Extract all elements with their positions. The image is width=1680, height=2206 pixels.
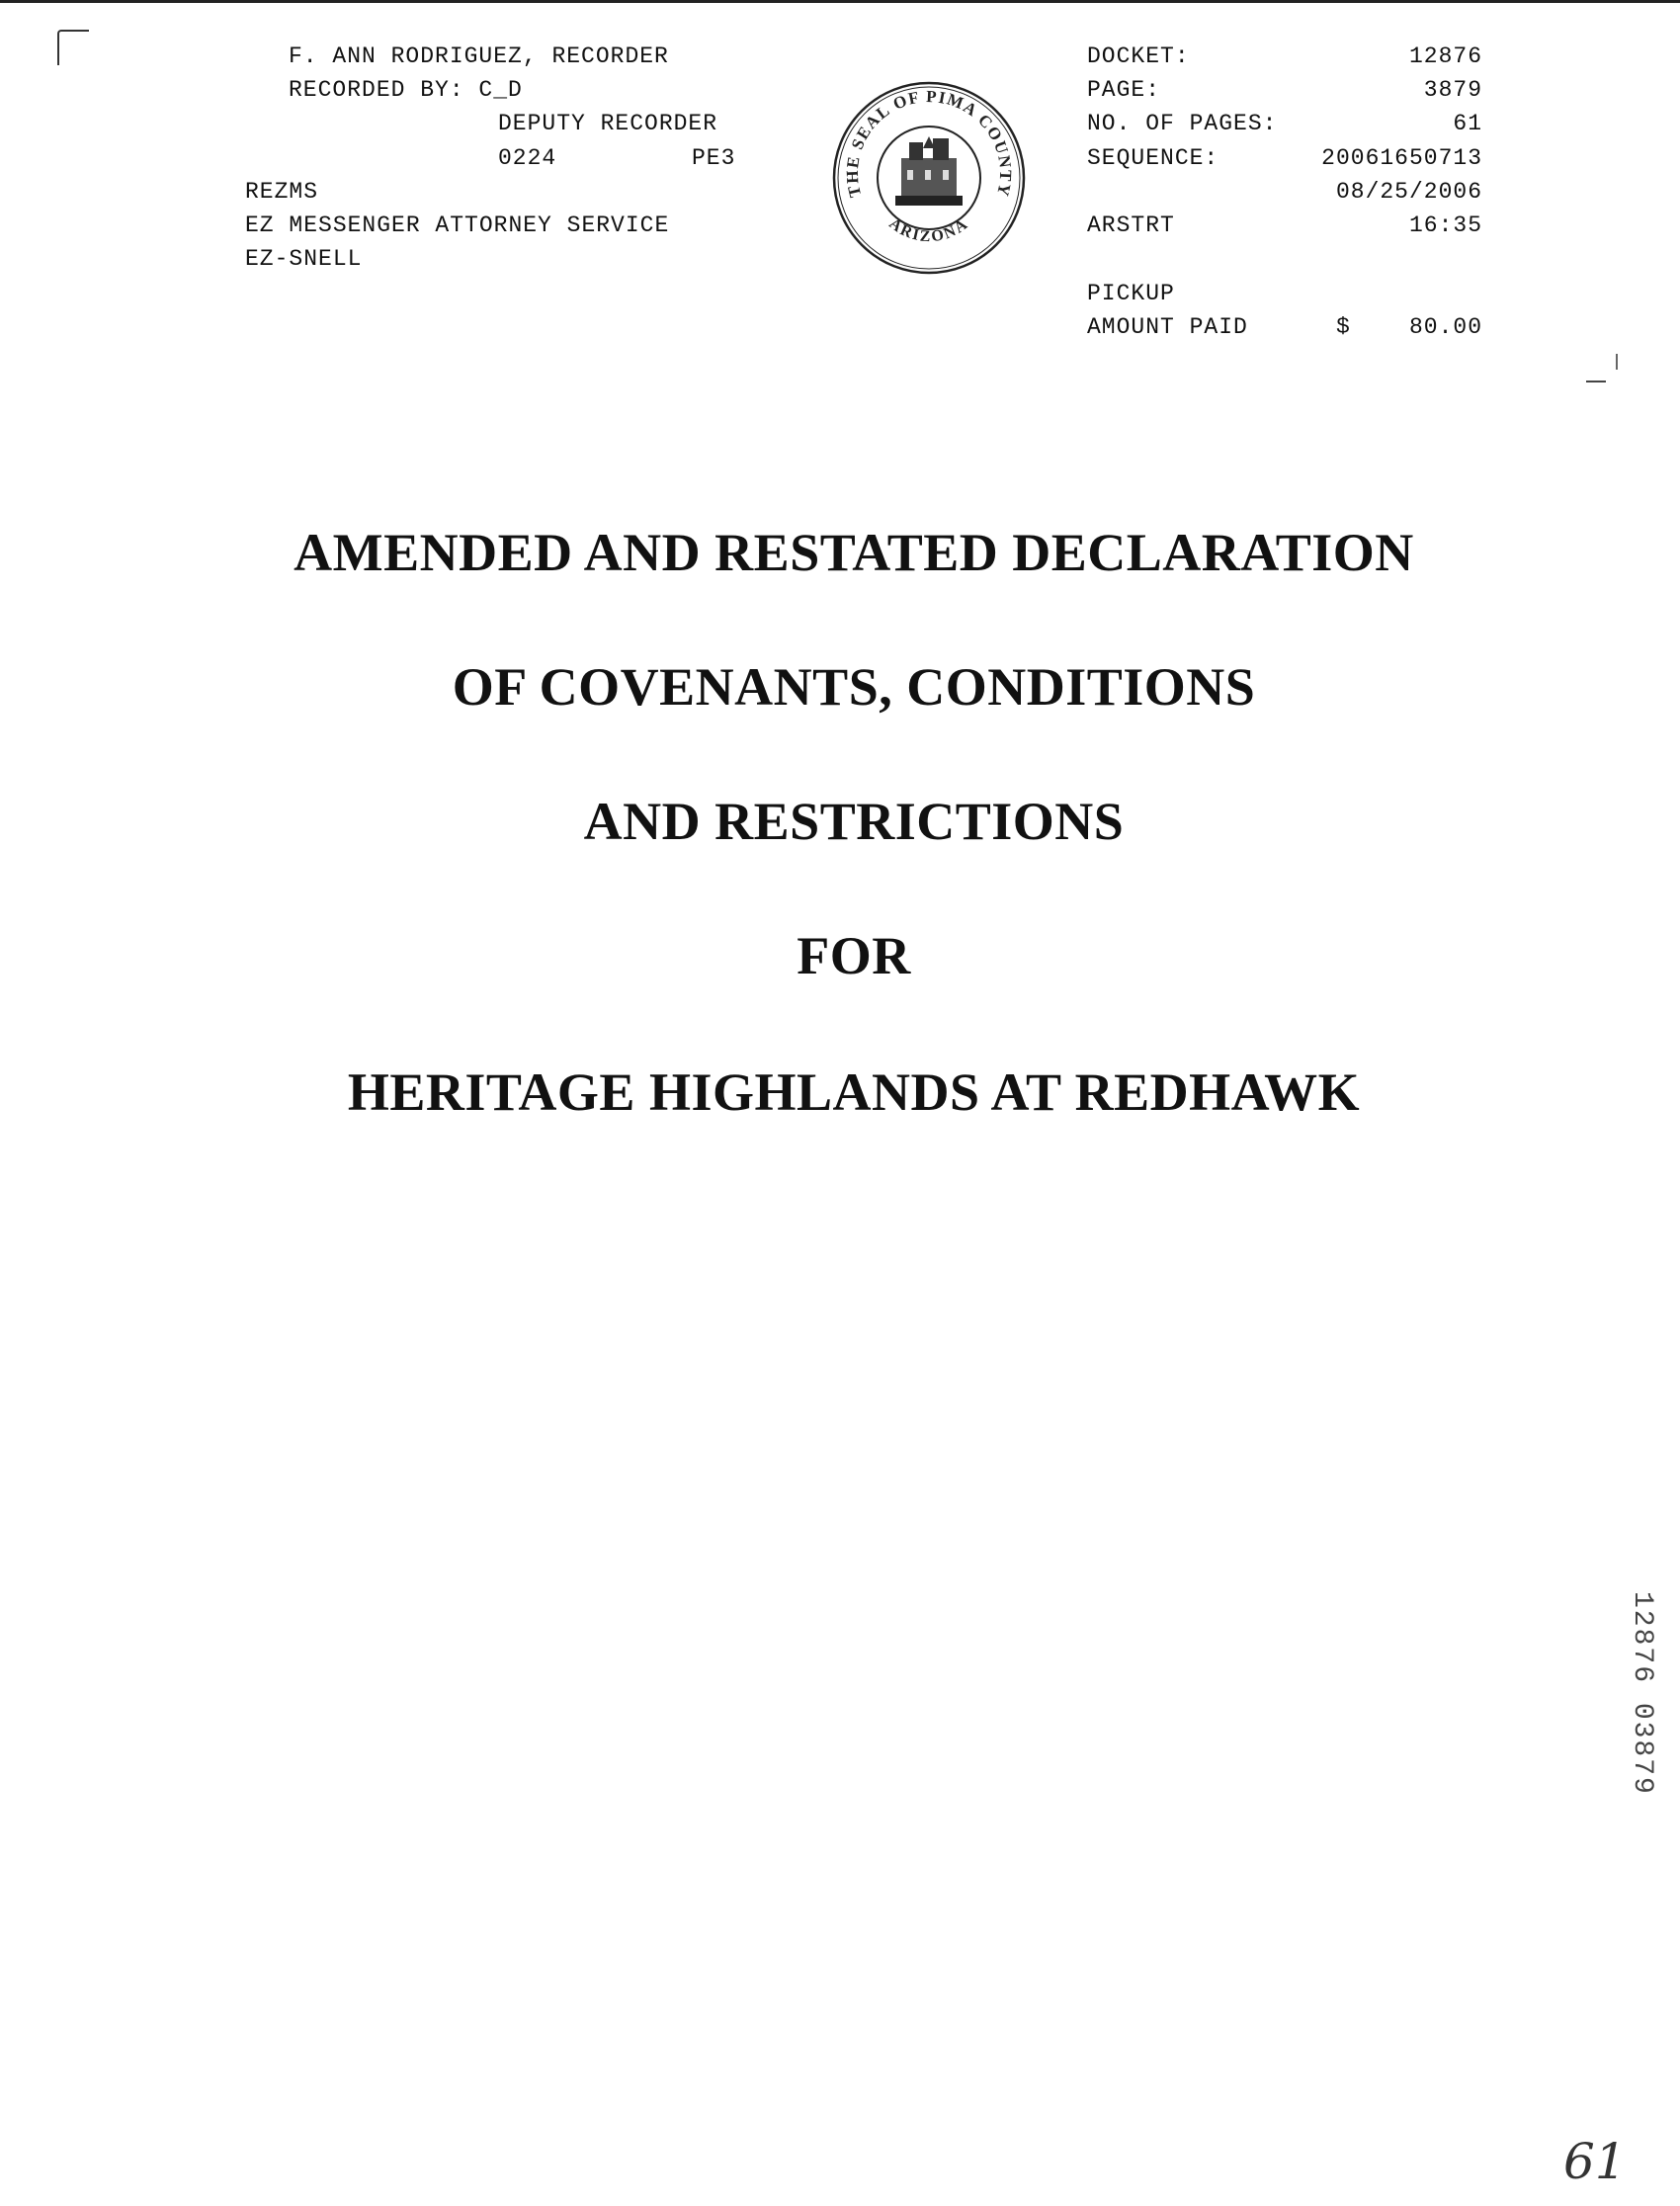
pages-label: NO. OF PAGES:: [1087, 111, 1278, 136]
amount-paid-value: 80.00: [1408, 314, 1482, 340]
scan-top-edge: [0, 0, 1680, 3]
rezms-code: REZMS: [245, 179, 319, 205]
sequence-label: SEQUENCE:: [1087, 145, 1219, 171]
seal-bottom-text: ARIZONA: [885, 214, 972, 246]
pima-county-seal: [830, 79, 1028, 277]
pages-value: 61: [1453, 111, 1482, 136]
side-docket-stamp: 12876 03879: [1627, 1591, 1657, 1796]
page-label: PAGE:: [1087, 77, 1161, 103]
code-pe3: PE3: [692, 145, 736, 171]
sequence-value: 20061650713: [1321, 145, 1482, 171]
recording-time: 16:35: [1408, 212, 1482, 238]
code-0224: 0224: [498, 145, 557, 171]
margin-tick-mark: [1586, 381, 1606, 382]
ez-snell: EZ-SNELL: [245, 246, 363, 272]
docket-label: DOCKET:: [1087, 43, 1190, 69]
arstrt-label: ARSTRT: [1087, 212, 1175, 238]
pickup-label: PICKUP: [1087, 281, 1175, 306]
title-line-1: AMENDED AND RESTATED DECLARATION: [294, 523, 1414, 582]
title-line-3: AND RESTRICTIONS: [583, 792, 1125, 851]
handwritten-page-count: 61: [1563, 2133, 1627, 2190]
page-value: 3879: [1423, 77, 1482, 103]
seal-emblem-icon: [895, 136, 963, 206]
corner-mark: [57, 30, 89, 65]
svg-text:ARIZONA: [885, 215, 971, 246]
recorder-name: F. ANN RODRIGUEZ, RECORDER: [289, 43, 669, 69]
docket-value: 12876: [1408, 43, 1482, 69]
recorded-by: RECORDED BY: C_D: [289, 77, 523, 103]
deputy-recorder: DEPUTY RECORDER: [498, 111, 718, 136]
currency-symbol: $: [1336, 314, 1351, 340]
title-line-5: HERITAGE HIGHLANDS AT REDHAWK: [347, 1062, 1361, 1122]
title-line-4: FOR: [797, 926, 911, 985]
seal-top-text: THE SEAL OF PIMA COUNTY: [842, 86, 1016, 200]
recording-date: 08/25/2006: [1335, 179, 1482, 205]
amount-paid-label: AMOUNT PAID: [1087, 314, 1248, 340]
margin-tick-mark-2: [1616, 354, 1618, 370]
messenger-service: EZ MESSENGER ATTORNEY SERVICE: [245, 212, 670, 238]
title-line-2: OF COVENANTS, CONDITIONS: [452, 657, 1256, 717]
